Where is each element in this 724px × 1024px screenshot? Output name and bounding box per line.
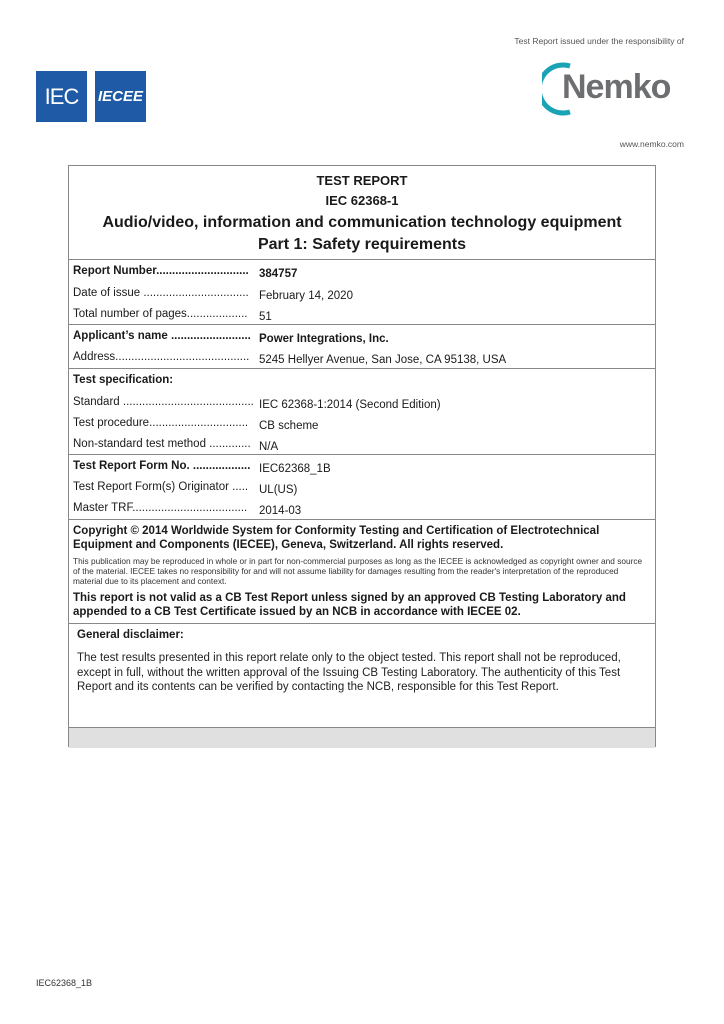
form-section [69,454,655,519]
responsibility-note: Test Report issued under the responsibility of [514,36,684,46]
report-info-section [69,259,655,324]
copyright-section [69,519,655,623]
report-number-row: Report Number............................. 384757 [73,265,298,280]
originator: UL(US) [259,484,298,496]
pages-row: Total number of pages................... 51 [73,308,272,323]
report-frame [68,165,656,747]
form-number: IEC62368_1B [259,463,331,475]
website-link[interactable]: www.nemko.com [619,139,684,149]
nemko-wordmark: Nemko [562,68,671,106]
procedure-row: Test procedure............................... CB scheme [73,417,319,432]
nemko-logo [542,60,684,118]
applicant-name: Power Integrations, Inc. [259,333,389,345]
iec-logo: IEC [36,71,87,122]
date-row: Date of issue ................................. February 14, 2020 [73,287,353,302]
standard: IEC 62368-1:2014 (Second Edition) [259,399,441,411]
disclaimer-section [69,623,655,748]
disclaimer-text: The test results presented in this report relate only to the object tested. This report shall not be reproduced, except in full, without the written approval of the Issuing CB Testing Laboratory. The authenticity of this Test Report and its contents can be verified by contacting the NCB, responsible for this Test Report. [77,652,621,693]
part-title: Part 1: Safety requirements [257,236,467,253]
applicant-section [69,324,655,368]
footer-form-id: IEC62368_1B [36,978,93,988]
non-standard-method: N/A [259,441,279,453]
trf-row: Master TRF.................................... 2014-03 [73,502,302,517]
standard-title: IEC 62368-1 [325,193,399,208]
copyright-usage: This publication may be reproduced in whole or in part for non-commercial purposes as long as the IECEE is acknowledged as copyright owner and source of the material. IECEE takes no responsibility for and will not assume liability for damages resulting from the reader's interpretation of the reproduced material due to its placement and context. [73,556,643,586]
test-procedure: CB scheme [259,420,319,432]
equipment-title: Audio/video, information and communication technology equipment [102,214,622,231]
address: 5245 Hellyer Avenue, San Jose, CA 95138, USA [259,354,507,366]
address-row: Address.......................................... 5245 Hellyer Avenue, San Jose, CA 95138, USA [73,351,507,366]
nonstd-row: Non-standard test method ............. N/A [73,438,279,453]
test-spec-section [69,368,655,454]
report-number: 384757 [259,268,298,280]
iecee-logo: IECEE [95,71,146,122]
grey-bar [69,727,655,748]
disclaimer-title: General disclaimer: [77,629,184,641]
form-no-row: Test Report Form No. .................. IEC62368_1B [73,460,331,475]
originator-row: Test Report Form(s) Originator ..... UL(US) [73,481,298,496]
title-section [69,166,655,259]
master-trf: 2014-03 [259,505,302,517]
applicant-row: Applicant’s name ......................... Power Integrations, Inc. [73,330,389,345]
total-pages: 51 [259,311,272,323]
standard-row: Standard ......................................... IEC 62368-1:2014 (Second Edition) [73,396,441,411]
test-spec-title: Test specification: [73,374,174,386]
validity-statement: This report is not valid as a CB Test Report unless signed by an approved CB Testing Laboratory and appended to a CB Test Certificate issued by an NCB in accordance with IECEE 02. [73,592,626,618]
report-title: TEST REPORT [316,173,408,188]
copyright-statement: Copyright © 2014 Worldwide System for Conformity Testing and Certification of Electrotechnical Equipment and Components (IECEE), Geneva, Switzerland. All rights reserved. [73,525,600,551]
date-of-issue: February 14, 2020 [259,290,353,302]
